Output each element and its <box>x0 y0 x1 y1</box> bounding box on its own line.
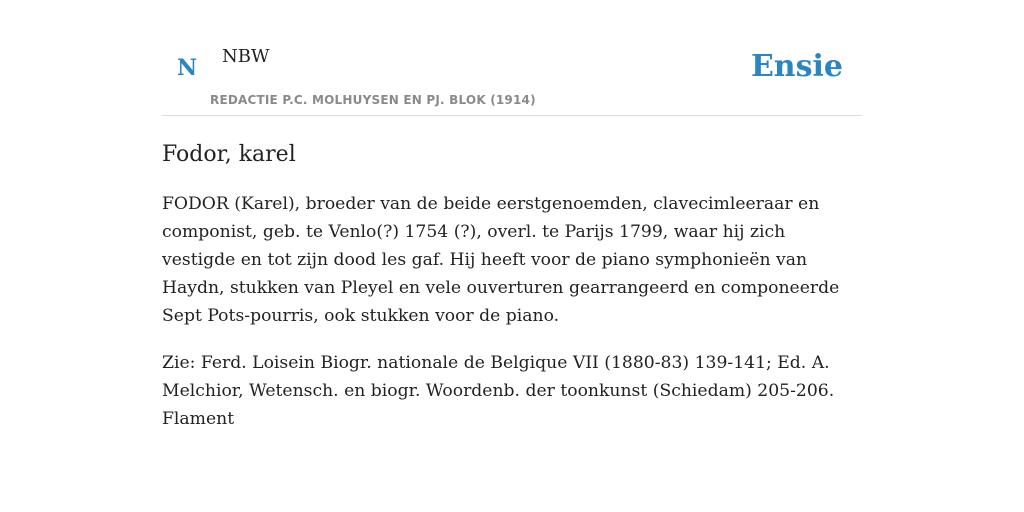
entry-paragraph: FODOR (Karel), broeder van de beide eerstgenoemden, clavecimleeraar en componist, geb. te Venlo(?) 1754 (?), overl. te Parijs 1799, waar hij zich vestigde en tot zijn dood les gaf. Hij heeft voor de piano symphonieën van Haydn, stukken van Pleyel en vele ouverturen gearrangeerd en componeerde Sept Pots-pourris, ook stukken voor de piano. <box>162 194 840 327</box>
source-logo-icon[interactable]: N <box>177 55 198 81</box>
page <box>162 0 862 433</box>
entry-references: Zie: Ferd. Loisein Biogr. nationale de Belgique VII (1880-83) 139-141; Ed. A. Melchior, Wetensch. en biogr. Woordenb. der toonkunst (Schiedam) 205-206. Flament <box>162 353 835 430</box>
entry-title: Fodor, karel <box>162 142 296 167</box>
source-title[interactable]: NBW <box>222 46 270 67</box>
source-subtitle: REDACTIE P.C. MOLHUYSEN EN PJ. BLOK (1914) <box>210 93 536 107</box>
entry-body <box>162 190 862 433</box>
ensie-logo[interactable]: Ensie <box>750 49 843 84</box>
page-header <box>162 0 862 116</box>
